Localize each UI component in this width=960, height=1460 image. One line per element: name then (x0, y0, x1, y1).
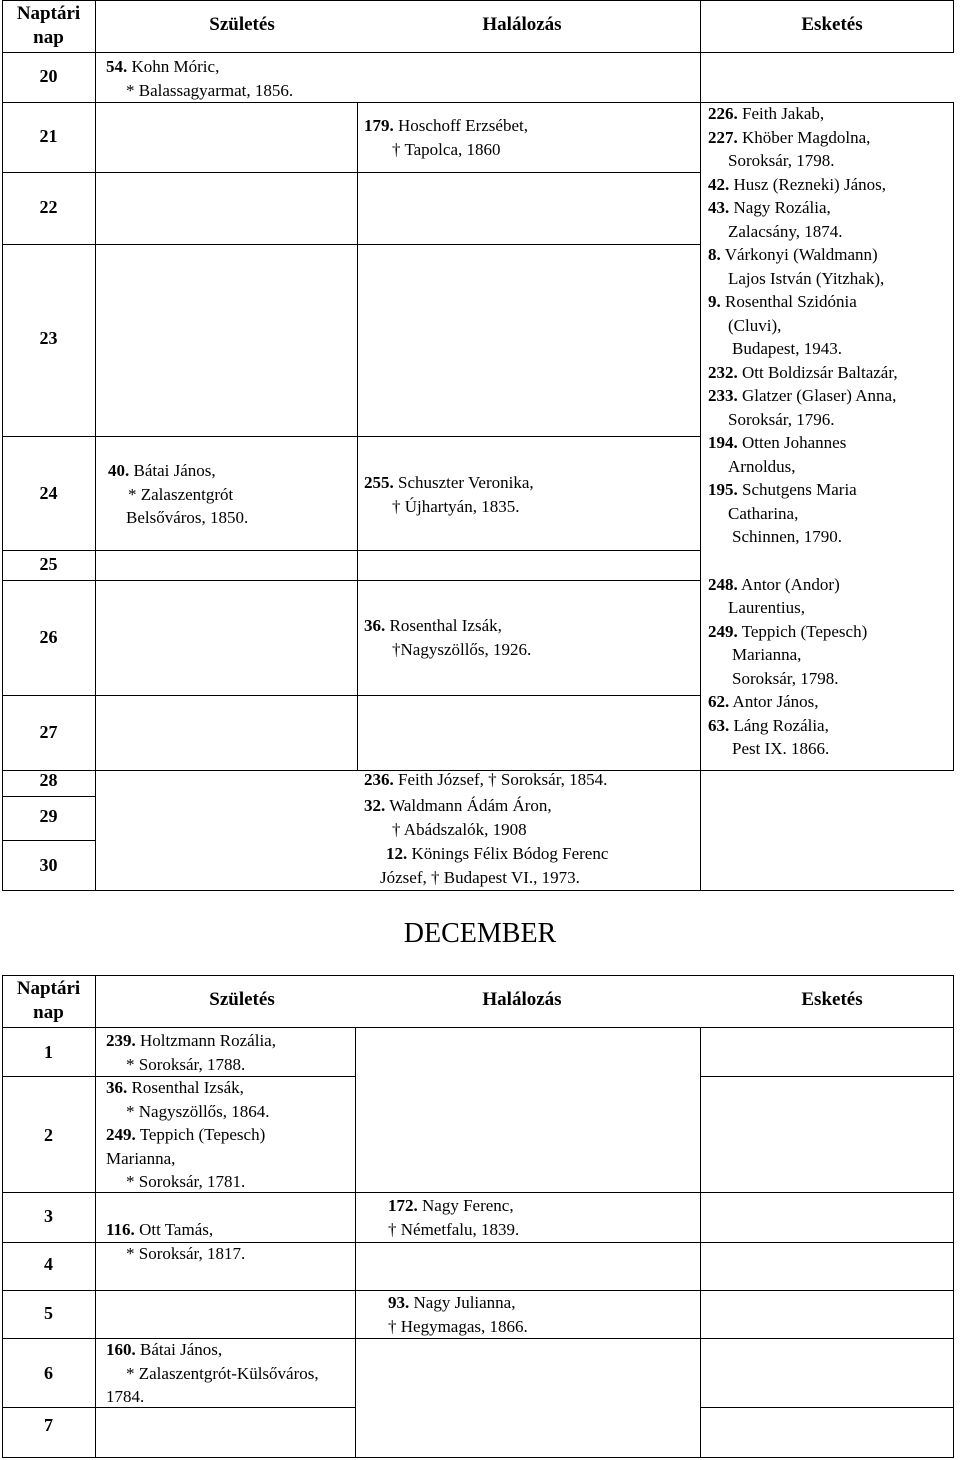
entry-name: Antor (Andor) (737, 574, 840, 594)
entry-detail: Marianna, (732, 645, 802, 664)
november-table (2, 0, 954, 890)
entry-name: Bátai János, (129, 461, 216, 480)
entry-number: 195. (708, 480, 738, 499)
day-20: 20 (39, 66, 58, 86)
death-entry (364, 794, 552, 841)
day-7: 7 (44, 1415, 53, 1435)
entry-number: 9. (708, 292, 721, 311)
day-26: 26 (39, 627, 58, 647)
day-4: 4 (44, 1254, 53, 1274)
entry-detail: Catharina, (728, 503, 799, 523)
death-entry (364, 471, 534, 518)
header-day-label: Naptári nap (16, 978, 81, 1023)
birth-entry (106, 1029, 276, 1194)
header-marriage (732, 989, 932, 1011)
entry-detail: † Újhartyán, 1835. (392, 496, 520, 516)
header-day (2, 2, 95, 50)
entry-name: Könings Félix Bódog Ferenc (407, 844, 609, 863)
entry-name: Teppich (Tepesch) (737, 621, 868, 641)
entry-detail: (Cluvi), (728, 315, 782, 335)
entry-detail: * Zalaszentgrót-Külsőváros, (126, 1363, 319, 1383)
entry-number: 255. (364, 473, 394, 492)
day-3: 3 (44, 1206, 53, 1226)
entry-detail: * Soroksár, 1817. (126, 1243, 246, 1263)
entry-detail: Lajos István (Yitzhak), (728, 268, 885, 288)
entry-detail: † Hegymagas, 1866. (388, 1316, 528, 1336)
entry-number: 239. (106, 1031, 136, 1050)
entry-number: 36. (364, 616, 386, 635)
day-29: 29 (39, 806, 58, 826)
header-marriage-label: Esketés (801, 14, 863, 35)
entry-name: Husz (Rezneki) János, (729, 174, 886, 194)
entry-name: Nagy Julianna, (409, 1293, 516, 1312)
day-1: 1 (44, 1042, 53, 1062)
header-death (422, 14, 622, 36)
marriage-entry (708, 102, 898, 761)
entry-detail: Belsőváros, 1850. (126, 508, 249, 527)
entry-name: Otten Johannes (737, 433, 847, 452)
entry-number: 12. (386, 844, 408, 863)
death-entry (364, 768, 607, 792)
entry-detail: Arnoldus, (728, 456, 796, 476)
entry-detail: * Nagyszöllős, 1864. (126, 1101, 270, 1121)
entry-number: 8. (708, 245, 721, 264)
death-entry (364, 614, 531, 661)
entry-detail: * Soroksár, 1788. (126, 1054, 246, 1074)
entry-name: Teppich (Tepesch) (135, 1125, 266, 1144)
entry-name: Bátai János, (135, 1340, 223, 1359)
day-6: 6 (44, 1363, 53, 1383)
birth-entry (106, 1338, 319, 1409)
entry-number: 226. (708, 104, 738, 123)
entry-number: 233. (708, 386, 738, 405)
header-marriage (732, 14, 932, 36)
section-title: DECEMBER (403, 918, 557, 949)
header-birth (142, 989, 342, 1011)
death-entry (388, 1291, 528, 1338)
entry-detail: †Nagyszöllős, 1926. (392, 639, 532, 659)
entry-number: 42. (708, 174, 730, 194)
day-30: 30 (39, 855, 58, 875)
entry-detail: 1784. (106, 1387, 145, 1406)
entry-detail: † Németfalu, 1839. (388, 1219, 520, 1239)
entry-name: Ott Tamás, (134, 1220, 214, 1239)
entry-number: 40. (108, 461, 130, 480)
entry-number: 172. (388, 1196, 418, 1215)
entry-detail: Laurentius, (728, 598, 805, 617)
day-25: 25 (39, 554, 58, 574)
entry-name: Feith Jakab, (737, 104, 825, 123)
entry-name: Rosenthal Izsák, (385, 616, 502, 635)
header-death-label: Halálozás (482, 989, 562, 1010)
day-27: 27 (39, 722, 58, 742)
entry-number: 32. (364, 796, 386, 815)
entry-detail: * Balassagyarmat, 1856. (126, 80, 294, 100)
entry-name: Ott Boldizsár Baltazár, (737, 362, 898, 382)
entry-number: 227. (708, 127, 738, 147)
death-entry (388, 1194, 519, 1241)
entry-detail: Zalacsány, 1874. (728, 221, 843, 241)
header-marriage-label: Esketés (801, 989, 863, 1010)
day-28: 28 (39, 770, 58, 790)
entry-name: Holtzmann Rozália, (135, 1031, 276, 1050)
entry-name: Glatzer (Glaser) Anna, (737, 386, 897, 405)
entry-name: Láng Rozália, (729, 715, 829, 735)
day-21: 21 (39, 126, 58, 146)
entry-number: 43. (708, 198, 730, 217)
entry-name: Rosenthal Izsák, (127, 1078, 244, 1097)
entry-number: 63. (708, 715, 730, 735)
entry-detail: Pest IX. 1866. (732, 739, 830, 758)
entry-name: Kohn Móric, (127, 57, 220, 76)
entry-number: 160. (106, 1340, 136, 1359)
entry-name: Schuszter Veronika, (393, 473, 534, 492)
entry-detail: Marianna, (106, 1148, 176, 1168)
entry-detail: Schinnen, 1790. (732, 527, 843, 546)
entry-number: 232. (708, 362, 738, 382)
entry-number: 54. (106, 57, 128, 76)
entry-detail: † Tapolca, 1860 (392, 139, 501, 159)
entry-number: 248. (708, 574, 738, 594)
death-entry (380, 842, 609, 889)
birth-entry (106, 55, 293, 102)
entry-name: Rosenthal Szidónia (720, 292, 857, 311)
entry-name: Hoschoff Erzsébet, (393, 116, 528, 135)
entry-name: Schutgens Maria (737, 480, 857, 499)
entry-number: 36. (106, 1078, 128, 1097)
entry-name: Khöber Magdolna, (737, 127, 871, 147)
entry-name: Waldmann Ádám Áron, (385, 796, 552, 815)
day-2: 2 (44, 1125, 53, 1145)
entry-name: Várkonyi (Waldmann) (720, 245, 878, 264)
header-birth (142, 14, 342, 36)
day-5: 5 (44, 1303, 53, 1323)
entry-number: 179. (364, 116, 394, 135)
entry-name: Nagy Ferenc, (417, 1196, 514, 1215)
entry-detail: Budapest, 1943. (732, 339, 843, 358)
header-birth-label: Születés (209, 989, 275, 1010)
entry-name: Feith József, † Soroksár, 1854. (393, 770, 608, 789)
day-22: 22 (39, 197, 58, 217)
header-death-label: Halálozás (482, 14, 562, 35)
entry-detail: * Soroksár, 1781. (126, 1172, 246, 1191)
entry-name: Antor János, (729, 692, 819, 711)
entry-number: 62. (708, 692, 730, 711)
day-24: 24 (39, 483, 58, 503)
header-day (2, 977, 95, 1025)
december-table (2, 975, 954, 1458)
header-death (422, 989, 622, 1011)
entry-detail: † Abádszalók, 1908 (392, 819, 527, 839)
header-day-label: Naptári nap (16, 3, 81, 48)
death-entry (364, 114, 528, 161)
entry-detail: József, † Budapest VI., 1973. (380, 867, 580, 887)
entry-number: 116. (106, 1220, 135, 1239)
header-birth-label: Születés (209, 14, 275, 35)
entry-number: 93. (388, 1293, 410, 1312)
entry-number: 194. (708, 433, 738, 452)
birth-entry (108, 459, 248, 530)
entry-number: 249. (708, 621, 738, 641)
entry-detail: Soroksár, 1796. (728, 409, 835, 429)
day-23: 23 (39, 328, 58, 348)
entry-number: 249. (106, 1125, 136, 1144)
birth-entry (106, 1218, 245, 1265)
entry-detail: Soroksár, 1798. (732, 668, 839, 688)
entry-detail: * Zalaszentgrót (128, 484, 234, 504)
entry-name: Nagy Rozália, (729, 198, 831, 217)
entry-detail: Soroksár, 1798. (728, 151, 835, 170)
entry-number: 236. (364, 770, 394, 789)
